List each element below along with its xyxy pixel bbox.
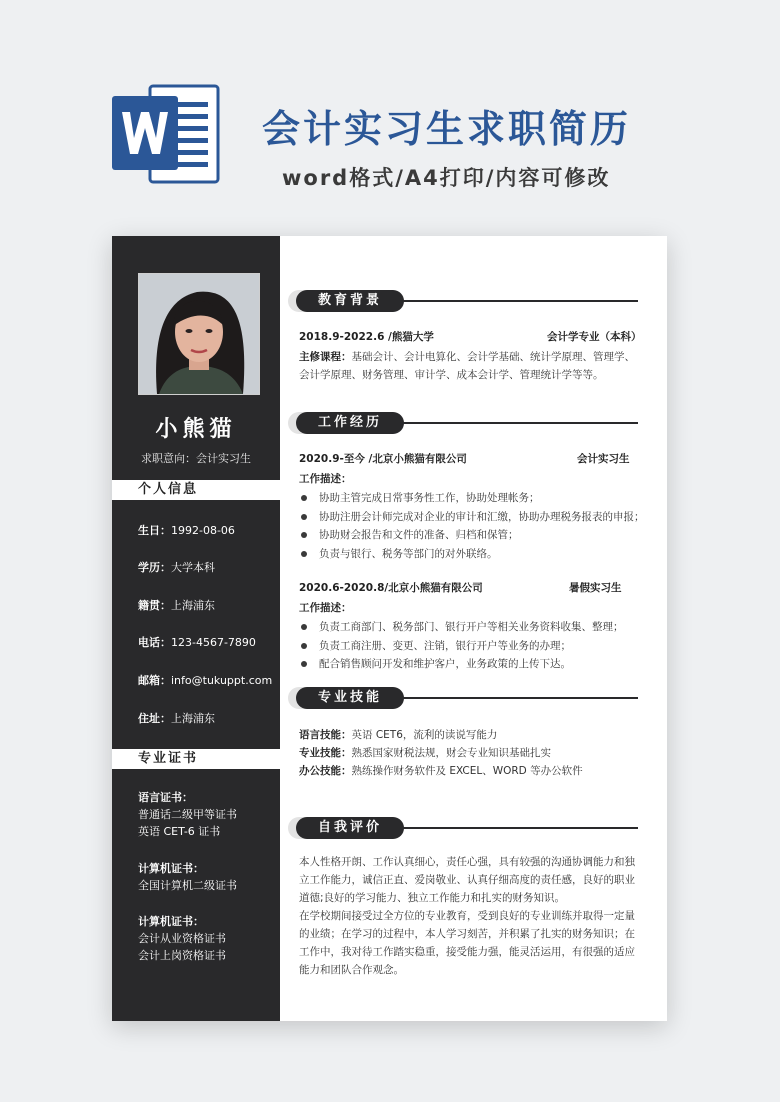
list-item: 协助注册会计师完成对企业的审计和汇缴，协助办理税务报表的申报； xyxy=(299,508,645,527)
certificates-heading: 专业证书 xyxy=(112,749,280,769)
self-eval-heading: 自我评价 xyxy=(288,817,638,839)
self-eval-text: 本人性格开朗、工作认真细心，责任心强，具有较强的沟通协调能力和独立工作能力，诚信正直、爱岗敬业、认真仔细高度的责任感，良好的职业道德;良好的学习能力、独立工作能力和扎实的财务知识。 在学校期间接受过全方位的专业教育，受到良好的专业训练并取得一定量的业绩；在学习的过程中，本人学习刻苦，并积累了扎实的财务知识；在工作中，我对待工作踏实稳重，接受能力强，能灵活运用，有很强的适应能力和团队合作观念。 xyxy=(299,856,635,976)
list-item: 负责与银行、税务等部门的对外联络。 xyxy=(299,545,645,564)
list-item: 负责工商注册、变更、注销，银行开户等业务的办理； xyxy=(299,637,624,656)
info-address: 住址：上海浦东 xyxy=(138,712,215,725)
banner-subtitle: word格式/A4打印/内容可修改 xyxy=(282,166,611,190)
word-logo-icon xyxy=(112,82,220,186)
cert-group-accounting: 计算机证书： 会计从业资格证书 会计上岗资格证书 xyxy=(138,915,226,962)
job2-bullets xyxy=(299,618,624,674)
job1-desc-label: 工作描述： xyxy=(299,473,352,485)
job2-position: 暑假实习生 xyxy=(569,582,622,594)
list-item: 协助财会报告和文件的准备、归档和保管； xyxy=(299,526,645,545)
education-heading: 教育背景 xyxy=(288,290,638,312)
info-phone: 电话：123-4567-7890 xyxy=(138,636,256,649)
banner-title: 会计实习生求职简历 xyxy=(262,107,632,151)
job2-period-company: 2020.6-2020.8/北京小熊猫有限公司 xyxy=(299,582,483,594)
info-hometown: 籍贯：上海浦东 xyxy=(138,599,215,612)
profile-photo xyxy=(138,273,260,395)
cert-group-computer: 计算机证书： 全国计算机二级证书 xyxy=(138,862,237,892)
education-period-school: 2018.9-2022.6 /熊猫大学 xyxy=(299,331,434,343)
cert-group-language: 语言证书： 普通话二级甲等证书 英语 CET-6 证书 xyxy=(138,791,237,838)
info-birthday: 生日：1992-08-06 xyxy=(138,524,235,537)
skill-language: 语言技能：英语 CET6，流利的读说写能力 xyxy=(299,729,498,741)
personal-info-heading: 个人信息 xyxy=(112,480,280,500)
job2-desc-label: 工作描述： xyxy=(299,602,352,614)
resume-sheet xyxy=(112,236,667,1021)
list-item: 负责工商部门、税务部门、银行开户等相关业务资料收集、整理； xyxy=(299,618,624,637)
main-content xyxy=(280,236,667,1021)
skill-professional: 专业技能：熟悉国家财税法规，财会专业知识基础扎实 xyxy=(299,747,551,759)
profile-name: 小熊猫 xyxy=(155,417,237,442)
work-heading: 工作经历 xyxy=(288,412,638,434)
list-item: 配合销售顾问开发和维护客户，业务政策的上传下达。 xyxy=(299,655,624,674)
job1-position: 会计实习生 xyxy=(577,453,630,465)
list-item: 协助主管完成日常事务性工作，协助处理帐务； xyxy=(299,489,645,508)
education-major: 会计学专业（本科） xyxy=(547,331,642,343)
sidebar xyxy=(112,236,280,1021)
education-courses: 主修课程：基础会计、会计电算化、会计学基础、统计学原理、管理学、会计学原理、财务管理、审计学、成本会计学、管理统计学等等。 xyxy=(299,351,635,381)
info-email: 邮箱：info@tukuppt.com xyxy=(138,674,273,687)
skills-heading: 专业技能 xyxy=(288,687,638,709)
job-intent: 求职意向：会计实习生 xyxy=(141,452,251,465)
info-education: 学历：大学本科 xyxy=(138,561,215,574)
skill-office: 办公技能：熟练操作财务软件及 EXCEL、WORD 等办公软件 xyxy=(299,765,583,777)
job1-bullets xyxy=(299,489,645,563)
job1-period-company: 2020.9-至今 /北京小熊猫有限公司 xyxy=(299,453,467,465)
